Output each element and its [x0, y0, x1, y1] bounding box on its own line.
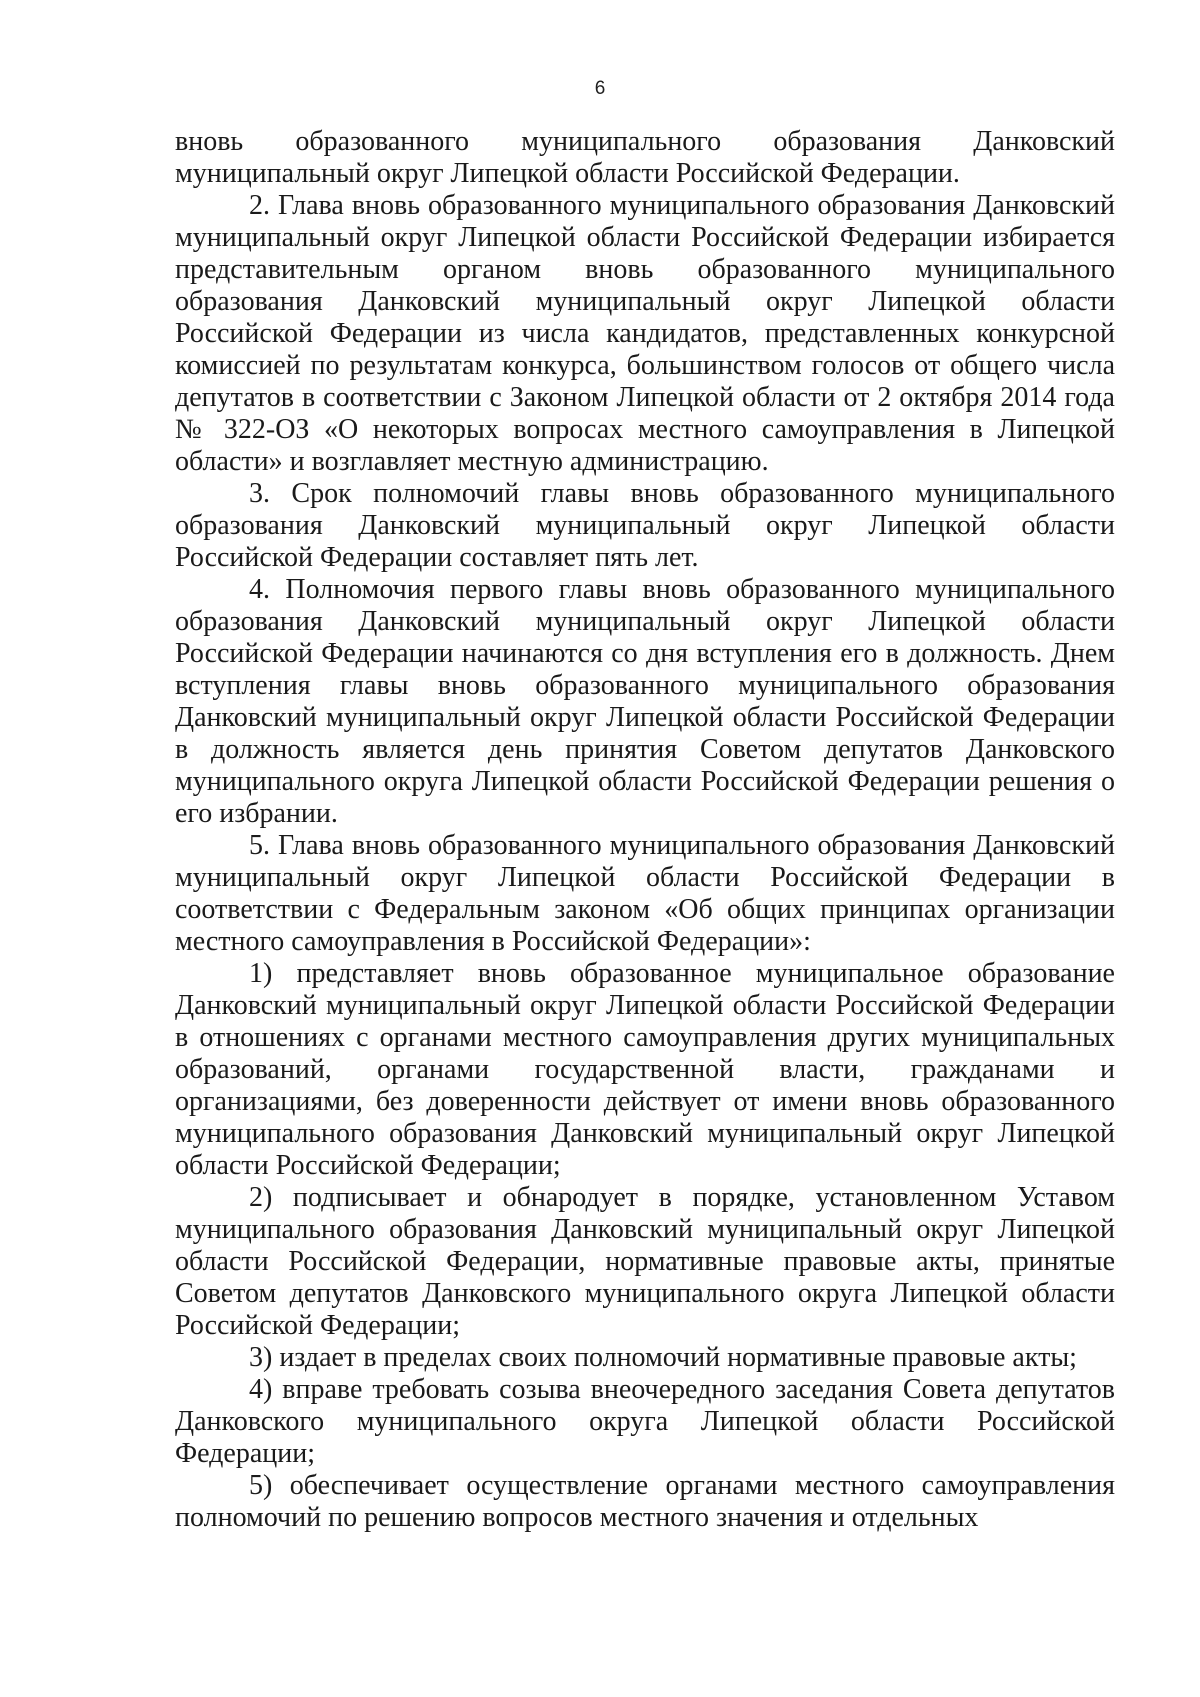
paragraph: 2) подписывает и обнародует в порядке, установленном Уставом муниципального образования Данковский муниципальный округ Липецкой области Российской Федерации, нормативные правовые акты, принятые Советом депутатов Данковского муниципального округа Липецкой области Российской Федерации; — [175, 1182, 1115, 1341]
paragraph: 4) вправе требовать созыва внеочередного заседания Совета депутатов Данковского муниципального округа Липецкой области Российской Федерации; — [175, 1374, 1115, 1469]
paragraph: 5) обеспечивает осуществление органами местного самоуправления полномочий по решению вопросов местного значения и отдельных — [175, 1470, 1115, 1533]
paragraph: 1) представляет вновь образованное муниципальное образование Данковский муниципальный округ Липецкой области Российской Федерации в отношениях с органами местного самоуправления других муниципальных образований, органами государственной власти, гражданами и организациями, без доверенности действует от имени вновь образованного муниципального образования Данковский муниципальный округ Липецкой области Российской Федерации; — [175, 958, 1115, 1181]
paragraph: 4. Полномочия первого главы вновь образованного муниципального образования Данковский муниципальный округ Липецкой области Российской Федерации начинаются со дня вступления его в должность. Днем вступления главы вновь образованного муниципального образования Данковский муниципальный округ Липецкой области Российской Федерации в должность является день принятия Советом депутатов Данковского муниципального округа Липецкой области Российской Федерации решения о его избрании. — [175, 574, 1115, 829]
paragraph: 3. Срок полномочий главы вновь образованного муниципального образования Данковский муниципальный округ Липецкой области Российской Федерации составляет пять лет. — [175, 478, 1115, 573]
paragraph: 3) издает в пределах своих полномочий нормативные правовые акты; — [249, 1342, 1077, 1373]
page-number: 6 — [594, 78, 606, 99]
document-body — [175, 126, 1115, 1534]
paragraph: 5. Глава вновь образованного муниципального образования Данковский муниципальный округ Липецкой области Российской Федерации в соответствии с Федеральным законом «Об общих принципах организации местного самоуправления в Российской Федерации»: — [175, 830, 1115, 957]
paragraph: вновь образованного муниципального образования Данковский муниципальный округ Липецкой области Российской Федерации. — [175, 126, 1115, 189]
paragraph: 2. Глава вновь образованного муниципального образования Данковский муниципальный округ Липецкой области Российской Федерации избирается представительным органом вновь образованного муниципального образования Данковский муниципальный округ Липецкой области Российской Федерации из числа кандидатов, представленных конкурсной комиссией по результатам конкурса, большинством голосов от общего числа депутатов в соответствии с Законом Липецкой области от 2 октября 2014 года № 322-ОЗ «О некоторых вопросах местного самоуправления в Липецкой области» и возглавляет местную администрацию. — [175, 190, 1115, 477]
